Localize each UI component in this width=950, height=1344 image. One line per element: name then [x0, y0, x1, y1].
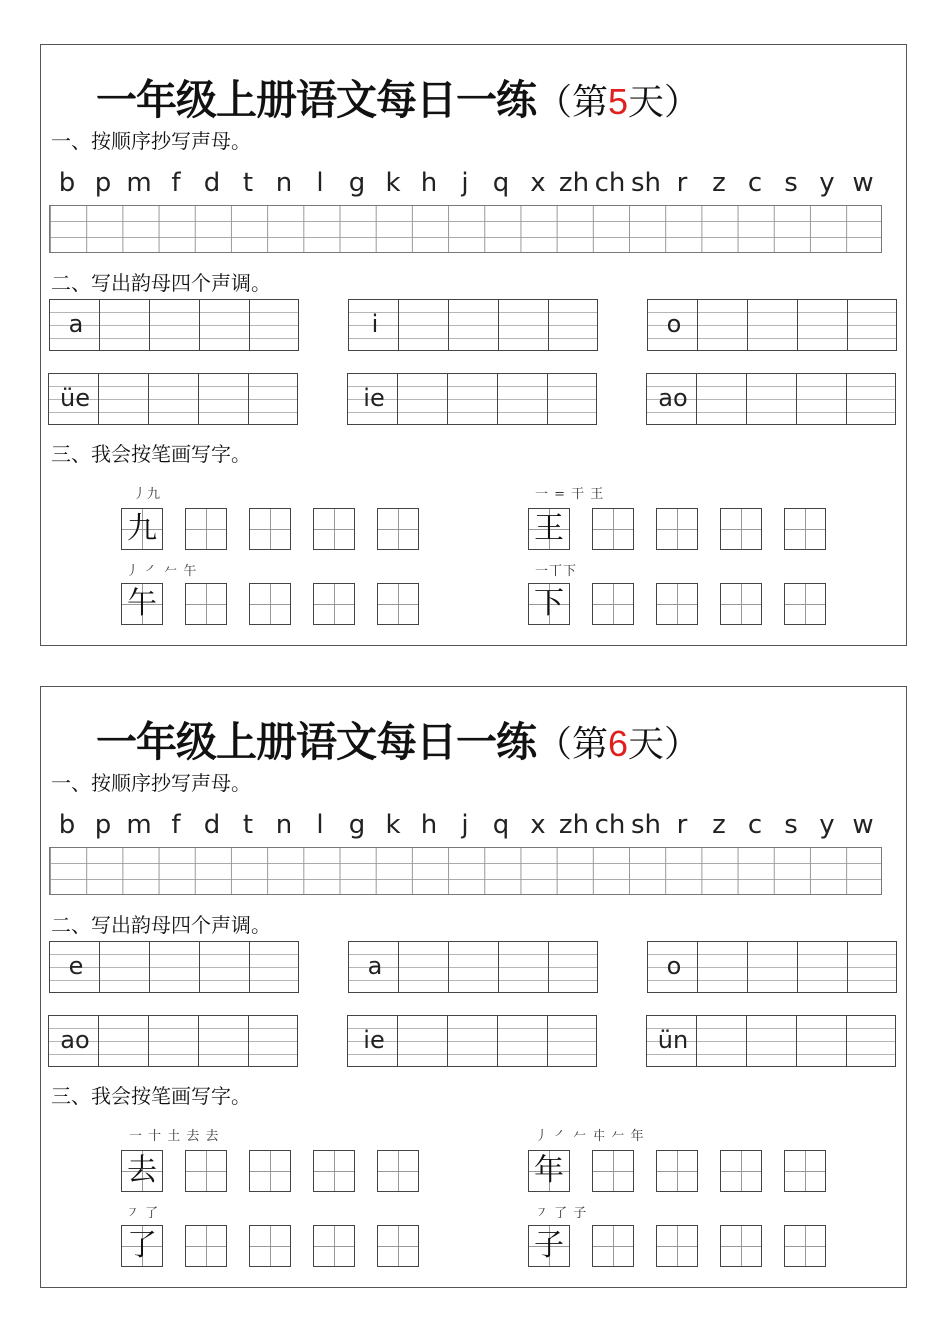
initial-letter: sh	[630, 168, 662, 198]
worksheet-day-5	[40, 44, 907, 646]
initial-letter: q	[492, 168, 510, 198]
practice-cell[interactable]	[592, 1150, 634, 1192]
title-main: 一年级上册语文每日一练	[96, 76, 536, 124]
initial-letter: x	[530, 810, 546, 840]
title-day: （第6天）	[536, 723, 701, 765]
initial-letter: y	[819, 168, 835, 198]
vowel-label: o	[666, 952, 682, 980]
section-heading-copy-initials: 一、按顺序抄写声母。	[51, 771, 251, 795]
worksheet-day-6	[40, 686, 907, 1288]
practice-cell[interactable]	[720, 583, 762, 625]
section-heading-vowel-tones: 二、写出韵母四个声调。	[51, 913, 271, 937]
vowel-label: üe	[60, 384, 90, 412]
model-character: 年	[534, 1153, 564, 1188]
stroke-order-hint: ㇇ 了	[126, 1206, 160, 1221]
stroke-order-hint: 一 = 干 王	[535, 487, 605, 502]
practice-cell[interactable]	[313, 583, 355, 625]
initial-letter: f	[171, 810, 181, 840]
model-character-cell	[528, 583, 570, 625]
initial-letter: b	[58, 810, 76, 840]
initial-letter: n	[275, 810, 293, 840]
initial-letter: h	[420, 168, 438, 198]
model-character-cell	[121, 583, 163, 625]
vowel-label: a	[68, 310, 84, 338]
model-character: 王	[534, 511, 564, 546]
initials-writing-grid[interactable]	[49, 847, 882, 895]
initial-letter: n	[275, 168, 293, 198]
vowel-label: ao	[658, 384, 688, 412]
initial-letter: s	[784, 168, 798, 198]
vowel-label: ie	[363, 1026, 385, 1054]
worksheet-title	[96, 709, 700, 768]
vowel-label: ün	[657, 1026, 689, 1054]
vowel-tone-box[interactable]	[646, 373, 896, 425]
initial-letter: r	[676, 810, 688, 840]
practice-cell[interactable]	[656, 1150, 698, 1192]
initial-letter: z	[712, 810, 726, 840]
vowel-label: ie	[363, 384, 385, 412]
practice-cell[interactable]	[377, 583, 419, 625]
vowel-label: e	[68, 952, 84, 980]
initials-row	[49, 805, 885, 845]
section-heading-stroke-order: 三、我会按笔画写字。	[51, 1084, 251, 1108]
initials-row	[49, 163, 885, 203]
model-character: 下	[534, 586, 564, 621]
initial-letter: y	[819, 810, 835, 840]
initial-letter: w	[852, 810, 874, 840]
initial-letter: g	[348, 810, 366, 840]
practice-cell[interactable]	[377, 508, 419, 550]
vowel-tone-box[interactable]	[347, 373, 597, 425]
initial-letter: f	[171, 168, 181, 198]
initial-letter: x	[530, 168, 546, 198]
initial-letter: d	[203, 810, 221, 840]
model-character: 去	[127, 1153, 157, 1188]
initial-letter: sh	[630, 810, 662, 840]
practice-cell[interactable]	[656, 508, 698, 550]
initial-letter: r	[676, 168, 688, 198]
practice-cell[interactable]	[249, 1150, 291, 1192]
vowel-label: o	[666, 310, 682, 338]
practice-cell[interactable]	[185, 583, 227, 625]
section-heading-copy-initials: 一、按顺序抄写声母。	[51, 129, 251, 153]
title-day: （第5天）	[536, 81, 701, 123]
title-main: 一年级上册语文每日一练	[96, 718, 536, 766]
initial-letter: zh	[558, 810, 590, 840]
practice-cell[interactable]	[249, 583, 291, 625]
vowel-tone-box[interactable]	[646, 1015, 896, 1067]
model-character-cell	[528, 1225, 570, 1267]
initial-letter: k	[385, 168, 401, 198]
practice-cell[interactable]	[313, 1150, 355, 1192]
vowel-tone-box[interactable]	[647, 299, 897, 351]
section-heading-vowel-tones: 二、写出韵母四个声调。	[51, 271, 271, 295]
model-character-cell	[528, 508, 570, 550]
initial-letter: l	[316, 168, 324, 198]
stroke-order-hint: 丿 ㇒ 𠂉 午	[126, 564, 198, 579]
practice-cell[interactable]	[656, 1225, 698, 1267]
stroke-order-hint: 一丅下	[535, 564, 578, 579]
practice-cell[interactable]	[720, 1225, 762, 1267]
initial-letter: k	[385, 810, 401, 840]
model-character: 子	[534, 1228, 564, 1263]
practice-cell[interactable]	[592, 583, 634, 625]
worksheet-title	[96, 67, 700, 126]
practice-cell[interactable]	[784, 1225, 826, 1267]
practice-cell[interactable]	[249, 1225, 291, 1267]
practice-cell[interactable]	[249, 508, 291, 550]
initial-letter: ch	[594, 810, 626, 840]
model-character-cell	[121, 1150, 163, 1192]
vowel-label: ao	[60, 1026, 90, 1054]
model-character-cell	[121, 508, 163, 550]
initial-letter: m	[126, 810, 152, 840]
initial-letter: l	[316, 810, 324, 840]
initial-letter: s	[784, 810, 798, 840]
vowel-tone-box[interactable]	[48, 1015, 298, 1067]
practice-cell[interactable]	[185, 1225, 227, 1267]
initial-letter: j	[461, 168, 469, 198]
practice-cell[interactable]	[592, 1225, 634, 1267]
stroke-order-hint: 一 十 土 去 去	[129, 1129, 220, 1144]
initial-letter: p	[94, 810, 112, 840]
vowel-tone-box[interactable]	[348, 299, 598, 351]
stroke-order-hint: 丿 ㇒ 𠂉 㐄 𠂉 年	[535, 1129, 645, 1144]
initial-letter: w	[852, 168, 874, 198]
practice-cell[interactable]	[592, 508, 634, 550]
initials-writing-grid[interactable]	[49, 205, 882, 253]
model-character: 九	[127, 511, 157, 546]
initial-letter: t	[242, 168, 254, 198]
vowel-tone-box[interactable]	[647, 941, 897, 993]
practice-cell[interactable]	[377, 1150, 419, 1192]
initial-letter: c	[747, 810, 763, 840]
practice-cell[interactable]	[377, 1225, 419, 1267]
initial-letter: h	[420, 810, 438, 840]
model-character: 午	[127, 586, 157, 621]
day-number: 6	[608, 723, 629, 764]
vowel-label: a	[367, 952, 383, 980]
vowel-tone-box[interactable]	[347, 1015, 597, 1067]
initial-letter: q	[492, 810, 510, 840]
model-character-cell	[121, 1225, 163, 1267]
model-character: 了	[127, 1228, 157, 1263]
initial-letter: c	[747, 168, 763, 198]
stroke-order-hint: ㇇ 了 子	[535, 1206, 588, 1221]
practice-cell[interactable]	[784, 1150, 826, 1192]
stroke-order-hint: 丿九	[133, 487, 162, 502]
initial-letter: t	[242, 810, 254, 840]
practice-cell[interactable]	[720, 1150, 762, 1192]
initial-letter: b	[58, 168, 76, 198]
initial-letter: g	[348, 168, 366, 198]
vowel-tone-box[interactable]	[348, 941, 598, 993]
initial-letter: m	[126, 168, 152, 198]
practice-cell[interactable]	[185, 1150, 227, 1192]
day-number: 5	[608, 81, 629, 122]
model-character-cell	[528, 1150, 570, 1192]
section-heading-stroke-order: 三、我会按笔画写字。	[51, 442, 251, 466]
practice-cell[interactable]	[313, 508, 355, 550]
vowel-label: i	[371, 310, 379, 338]
practice-cell[interactable]	[720, 508, 762, 550]
initial-letter: p	[94, 168, 112, 198]
practice-cell[interactable]	[185, 508, 227, 550]
vowel-tone-box[interactable]	[49, 941, 299, 993]
practice-cell[interactable]	[656, 583, 698, 625]
initial-letter: zh	[558, 168, 590, 198]
initial-letter: ch	[594, 168, 626, 198]
practice-cell[interactable]	[313, 1225, 355, 1267]
initial-letter: j	[461, 810, 469, 840]
initial-letter: z	[712, 168, 726, 198]
vowel-tone-box[interactable]	[49, 299, 299, 351]
practice-cell[interactable]	[784, 583, 826, 625]
initial-letter: d	[203, 168, 221, 198]
practice-cell[interactable]	[784, 508, 826, 550]
vowel-tone-box[interactable]	[48, 373, 298, 425]
